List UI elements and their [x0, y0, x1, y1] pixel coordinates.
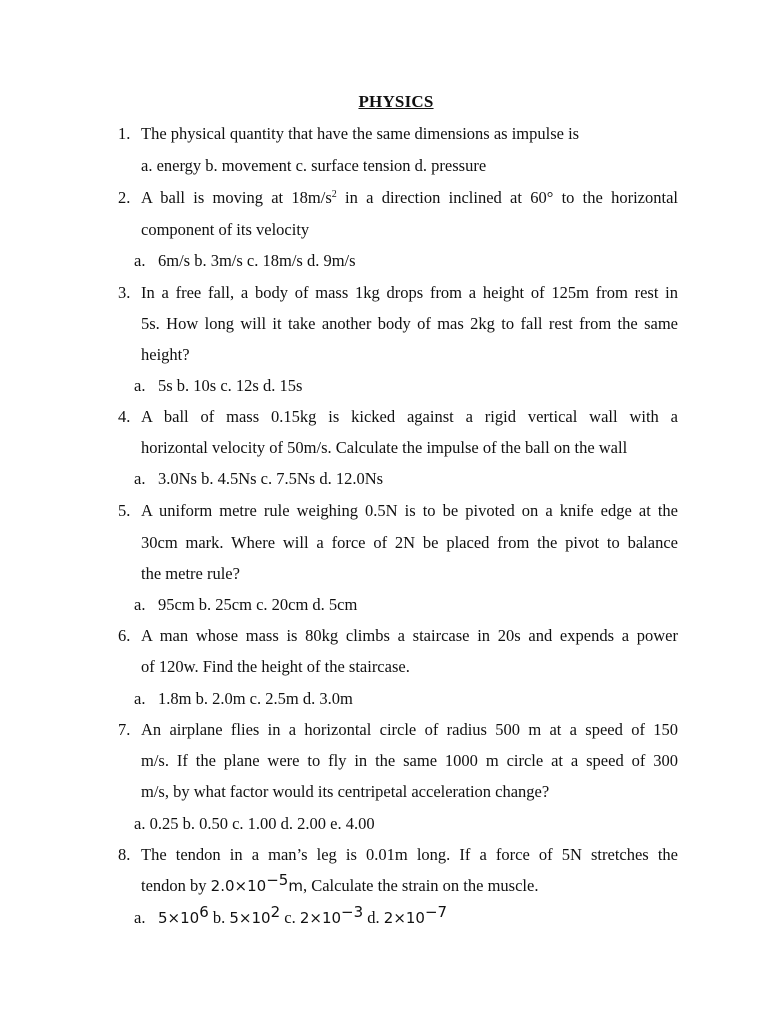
question-7-text-line-1: An airplane flies in a horizontal circle of radius 500 m at a speed of 150	[141, 720, 678, 739]
question-3-text-line-2: 5s. How long will it take another body of mas 2kg to fall rest from the same	[141, 314, 678, 333]
question-3-number: 3.	[118, 283, 131, 302]
question-8-opt-d-exp: −7	[424, 903, 448, 921]
question-6-text-line-1: A man whose mass is 80kg climbs a staircase in 20s and expends a power	[141, 626, 678, 645]
question-5-text-line-2: 30cm mark. Where will a force of 2N be placed from the pivot to balance	[141, 533, 678, 552]
question-5-options: 95cm b. 25cm c. 20cm d. 5cm	[158, 595, 358, 614]
question-4-text-line-1: A ball of mass 0.15kg is kicked against a rigid vertical wall with a	[141, 407, 678, 426]
question-6-number: 6.	[118, 626, 131, 645]
question-8-opt-d-base: 2×10	[383, 909, 425, 927]
question-8-option-letter: a.	[134, 908, 146, 927]
question-5-text-line-1: A uniform metre rule weighing 0.5N is to be pivoted on a knife edge at the	[141, 501, 678, 520]
question-3-options: 5s b. 10s c. 12s d. 15s	[158, 376, 303, 395]
question-2-text-line-2: component of its velocity	[141, 220, 310, 239]
question-1-text: The physical quantity that have the same dimensions as impulse is	[141, 124, 580, 143]
question-8-opt-a-base: 5×10	[158, 909, 200, 927]
page-title: PHYSICS	[358, 92, 434, 111]
question-8-opt-c-exp: −3	[341, 903, 364, 921]
question-8-opt-c-label: c.	[280, 908, 300, 927]
question-4-option-letter: a.	[134, 469, 146, 488]
question-4-text-line-2: horizontal velocity of 50m/s. Calculate the impulse of the ball on the wall	[141, 438, 628, 457]
question-8-math-unit: m	[288, 877, 303, 895]
question-3-option-letter: a.	[134, 376, 146, 395]
question-2-text-post: in a direction inclined at 60° to the horizontal	[336, 188, 678, 207]
question-8-opt-b-base: 5×10	[229, 909, 271, 927]
question-8-options	[158, 903, 448, 929]
question-2-option-letter: a.	[134, 251, 146, 270]
question-8-opt-a-exp: 6	[199, 903, 209, 921]
question-5-number: 5.	[118, 501, 131, 520]
question-8-text-post: , Calculate the strain on the muscle.	[302, 876, 539, 895]
question-4-options: 3.0Ns b. 4.5Ns c. 7.5Ns d. 12.0Ns	[158, 469, 384, 488]
question-8-math-exponent: −5	[266, 871, 289, 889]
question-1-options: a. energy b. movement c. surface tension d. pressure	[141, 156, 487, 175]
question-8-opt-c-base: 2×10	[299, 909, 342, 927]
question-8-math-base: 2.0×10	[210, 877, 267, 895]
question-8-number: 8.	[118, 845, 131, 864]
question-6-option-letter: a.	[134, 689, 146, 708]
question-5-text-line-3: the metre rule?	[141, 564, 240, 583]
question-2-text-line-1	[141, 187, 678, 209]
question-8-opt-d-label: d.	[363, 908, 384, 927]
question-8-opt-b-exp: 2	[270, 903, 281, 921]
question-2-superscript: 2	[331, 189, 337, 200]
question-7-options: a. 0.25 b. 0.50 c. 1.00 d. 2.00 e. 4.00	[134, 814, 375, 833]
question-8-text-line-1: The tendon in a man’s leg is 0.01m long. If a force of 5N stretches the	[141, 845, 678, 864]
question-2-options: 6m/s b. 3m/s c. 18m/s d. 9m/s	[158, 251, 356, 270]
question-5-option-letter: a.	[134, 595, 146, 614]
question-7-text-line-3: m/s, by what factor would its centripetal acceleration change?	[141, 782, 550, 801]
question-3-text-line-1: In a free fall, a body of mass 1kg drops from a height of 125m from rest in	[141, 283, 678, 302]
question-4-number: 4.	[118, 407, 131, 426]
question-1-number: 1.	[118, 124, 131, 143]
question-2-text-pre: A ball is moving at 18m/s	[141, 188, 332, 207]
question-7-text-line-2: m/s. If the plane were to fly in the same 1000 m circle at a speed of 300	[141, 751, 678, 770]
question-6-text-line-2: of 120w. Find the height of the staircase.	[141, 657, 410, 676]
question-6-options: 1.8m b. 2.0m c. 2.5m d. 3.0m	[158, 689, 353, 708]
question-2-number: 2.	[118, 188, 131, 207]
question-7-number: 7.	[118, 720, 131, 739]
question-8-opt-b-label: b.	[208, 908, 230, 927]
question-3-text-line-3: height?	[141, 345, 190, 364]
question-8-text-line-2	[141, 871, 539, 897]
question-8-text-pre: tendon by	[141, 876, 211, 895]
